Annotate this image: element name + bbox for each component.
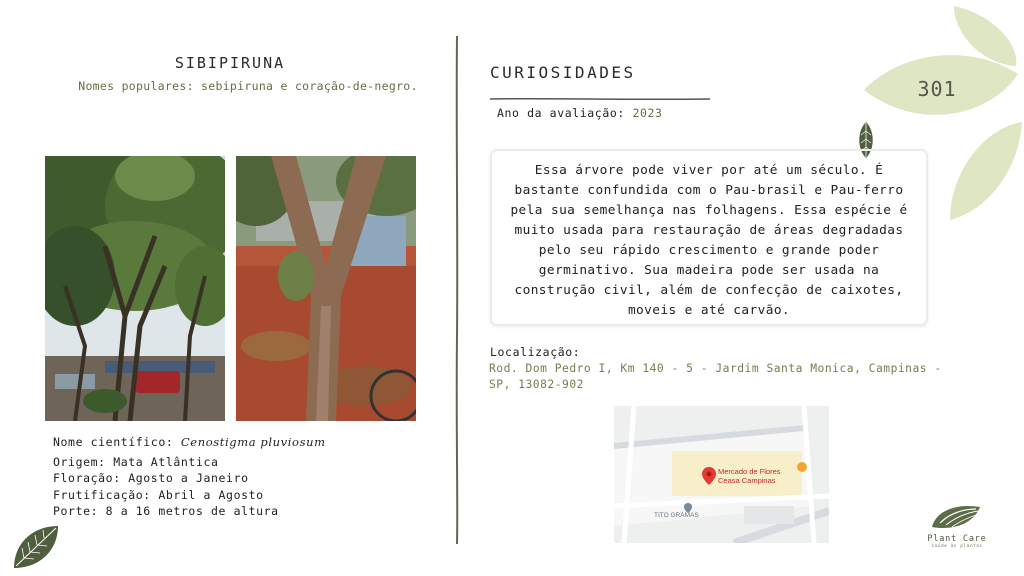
popular-names: Nomes populares: sebipiruna e coração-de-negro. <box>78 79 418 93</box>
plant-care-logo-icon <box>930 501 982 537</box>
leaf-decoration-icon <box>10 522 62 576</box>
species-title: SIBIPIRUNA <box>174 54 286 72</box>
map-place-line1: Mercado de Flores <box>718 467 781 476</box>
flowering-line: Floração: Agosto a Janeiro <box>53 471 249 485</box>
curiosity-text: Essa árvore pode viver por até um século. É bastante confundida com o Pau-brasil e Pau-ferro pela sua semelhança nas folhagens. Essa espécie é muito usada para restauração de áreas degradadas pelo seu rápido crescimento e grande poder germinativo. Sua madeira pode ser usada na construção civil, além de confecção de caixotes, moveis e até carvão. <box>510 163 908 318</box>
location-label: Localização: <box>490 345 581 359</box>
scientific-name-value: Cenostigma pluviosum <box>180 435 326 449</box>
brand-tagline: saúde às plantas <box>931 544 983 549</box>
page-number: 301 <box>917 77 957 101</box>
evaluation-year-value: 2023 <box>632 106 663 120</box>
origin-line: Origem: Mata Atlântica <box>53 455 219 469</box>
evaluation-year-label: Ano da avaliação: <box>497 106 633 120</box>
title-underline <box>490 86 712 105</box>
scientific-name-label: Nome científico: <box>53 435 181 449</box>
map-place-label <box>718 467 781 485</box>
tree-photo-trunk <box>236 156 416 421</box>
fruiting-line: Frutificação: Abril a Agosto <box>53 488 264 502</box>
leaf-cluster-decoration-icon <box>862 4 1024 226</box>
tree-photo-canopy <box>45 156 225 421</box>
size-line: Porte: 8 a 16 metros de altura <box>53 504 279 518</box>
column-divider <box>455 36 459 544</box>
brand-name: Plant Care <box>927 534 987 544</box>
map-place-line2: Ceasa Campinas <box>718 476 776 485</box>
map-street-label: TITO GRAMAS <box>654 512 699 519</box>
map-pin-icon <box>702 467 716 489</box>
section-title-curiosities: CURIOSIDADES <box>490 63 636 82</box>
scientific-name <box>53 435 326 449</box>
location-map[interactable] <box>614 406 829 543</box>
location-address: Rod. Dom Pedro I, Km 140 - 5 - Jardim Santa Monica, Campinas - SP, 13082-902 <box>489 362 942 391</box>
evaluation-year <box>497 106 663 120</box>
